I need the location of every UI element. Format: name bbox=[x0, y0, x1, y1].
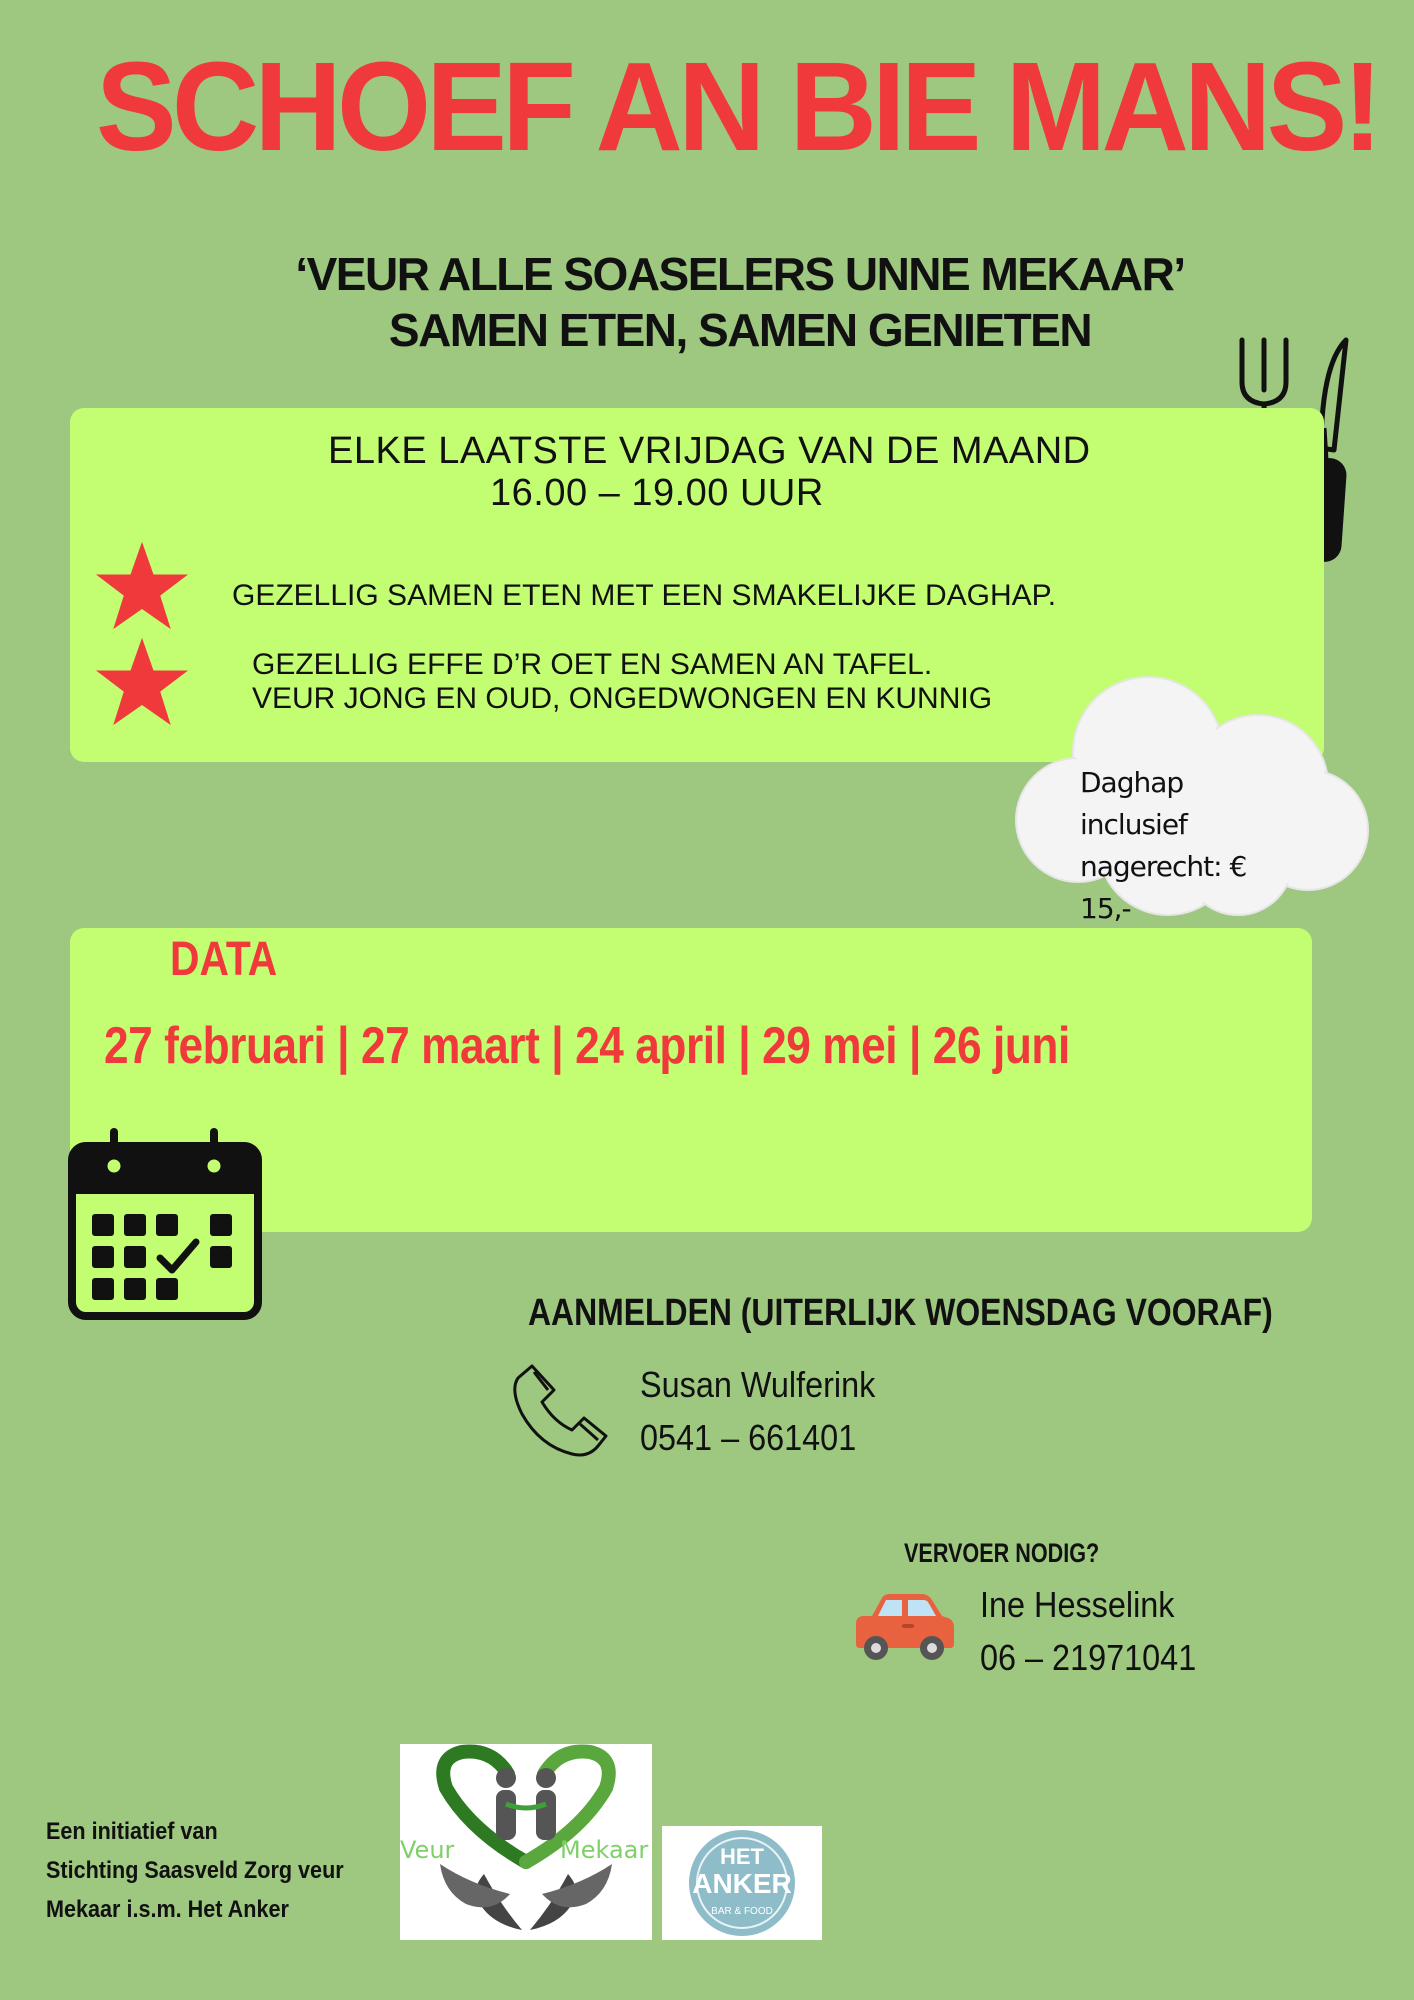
het-anker-word-2: ANKER bbox=[692, 1868, 792, 1899]
het-anker-word-1: HET bbox=[720, 1844, 764, 1869]
star-icon bbox=[94, 540, 190, 632]
subtitle-line-2: SAMEN ETEN, SAMEN GENIETEN bbox=[388, 304, 1092, 356]
bullet-line: GEZELLIG EFFE D’R OET EN SAMEN AN TAFEL. bbox=[252, 648, 933, 681]
transport-contact bbox=[980, 1578, 1196, 1684]
page-title: SCHOEF AN BIE MANS! bbox=[96, 36, 1378, 177]
bullet-line: VEUR JONG EN OUD, ONGEDWONGEN EN KUNNIG bbox=[252, 682, 993, 715]
bullet-item: GEZELLIG SAMEN ETEN MET EEN SMAKELIJKE DAGHAP. bbox=[232, 579, 1057, 612]
price-note bbox=[1080, 762, 1280, 930]
registration-heading: AANMELDEN (UITERLIJK WOENSDAG VOORAF) bbox=[528, 1292, 1273, 1334]
contact-phone[interactable]: 06 – 21971041 bbox=[980, 1637, 1197, 1678]
subtitle-line-1: ‘VEUR ALLE SOASELERS UNNE MEKAAR’ bbox=[295, 248, 1185, 300]
logo-word-left: Veur bbox=[400, 1836, 455, 1864]
contact-name: Ine Hesselink bbox=[980, 1584, 1175, 1625]
credit-line-3: Mekaar i.s.m. Het Anker bbox=[46, 1896, 289, 1923]
contact-phone[interactable]: 0541 – 661401 bbox=[640, 1417, 857, 1458]
credit-line-2: Stichting Saasveld Zorg veur bbox=[46, 1857, 344, 1884]
veur-mekaar-logo bbox=[400, 1744, 652, 1940]
star-icon bbox=[94, 636, 190, 728]
credit-line-1: Een initiatief van bbox=[46, 1818, 218, 1845]
phone-icon bbox=[510, 1360, 610, 1460]
logo-word-right: Mekaar bbox=[560, 1836, 649, 1864]
dates-heading: DATA bbox=[170, 933, 278, 986]
schedule-time: 16.00 – 19.00 UUR bbox=[490, 472, 824, 514]
het-anker-logo bbox=[662, 1826, 822, 1940]
subtitle bbox=[200, 246, 1280, 358]
price-line-2: nagerecht: € 15,- bbox=[1080, 850, 1247, 925]
initiative-credit bbox=[46, 1812, 388, 1929]
transport-heading: VERVOER NODIG? bbox=[904, 1538, 1100, 1568]
schedule-day: ELKE LAATSTE VRIJDAG VAN DE MAAND bbox=[328, 430, 1091, 472]
calendar-icon bbox=[68, 1124, 262, 1320]
price-line-1: Daghap inclusief bbox=[1080, 766, 1187, 841]
het-anker-tagline: BAR & FOOD bbox=[711, 1906, 773, 1917]
registration-contact bbox=[640, 1358, 875, 1464]
contact-name: Susan Wulferink bbox=[640, 1364, 876, 1405]
dates-list: 27 februari | 27 maart | 24 april | 29 mei | 26 juni bbox=[104, 1017, 1070, 1075]
car-icon bbox=[850, 1590, 958, 1664]
